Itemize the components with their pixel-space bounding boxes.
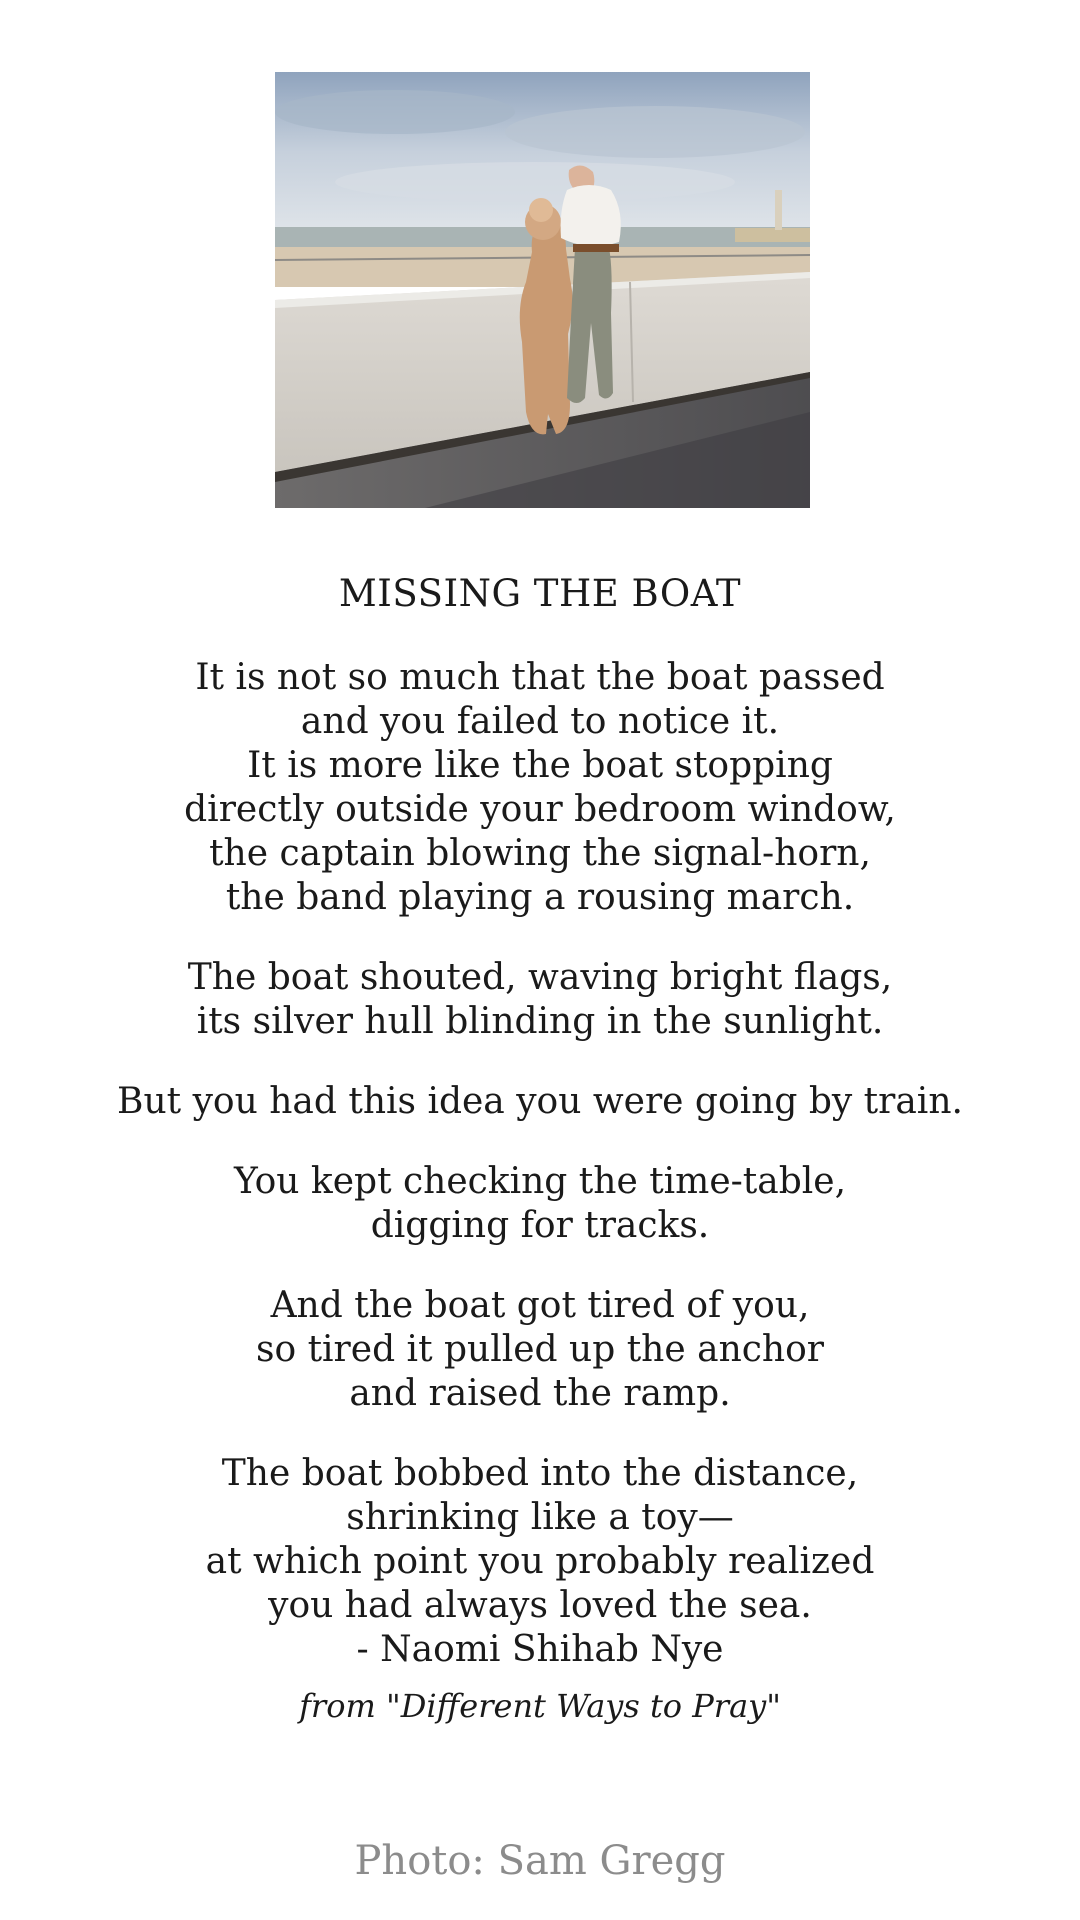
poem-line: at which point you probably realized — [205, 1541, 875, 1582]
stanza-3 — [0, 1080, 1080, 1124]
poem-line: you had always loved the sea. — [268, 1585, 812, 1626]
poem-line: and raised the ramp. — [349, 1373, 731, 1414]
poem-line: The boat bobbed into the distance, — [221, 1453, 859, 1494]
stanza-6 — [0, 1452, 1080, 1728]
photo-credit: Photo: Sam Gregg — [354, 1838, 726, 1884]
poem-line: its silver hull blinding in the sunlight. — [196, 1001, 884, 1042]
stanza-1 — [0, 656, 1080, 920]
poem-line: And the boat got tired of you, — [270, 1285, 810, 1326]
stanza-5 — [0, 1284, 1080, 1416]
poem — [0, 568, 1080, 1728]
poem-line: digging for tracks. — [370, 1205, 710, 1246]
seaside-photo — [275, 72, 810, 508]
poem-line: shrinking like a toy— — [346, 1497, 734, 1538]
poem-title: MISSING THE BOAT — [338, 572, 742, 615]
stanza-4 — [0, 1160, 1080, 1248]
poem-line: directly outside your bedroom window, — [184, 789, 896, 830]
poem-line: It is more like the boat stopping — [247, 745, 833, 786]
poem-line: You kept checking the time-table, — [233, 1161, 847, 1202]
poem-line: the band playing a rousing march. — [225, 877, 855, 918]
poem-line: But you had this idea you were going by train. — [117, 1081, 963, 1122]
poem-line: the captain blowing the signal-horn, — [209, 833, 871, 874]
poem-source: from "Different Ways to Pray" — [299, 1687, 781, 1725]
poem-line: and you failed to notice it. — [300, 701, 780, 742]
poem-line: so tired it pulled up the anchor — [255, 1329, 824, 1370]
stanza-2 — [0, 956, 1080, 1044]
poem-line: It is not so much that the boat passed — [195, 657, 885, 698]
poem-author: - Naomi Shihab Nye — [356, 1629, 724, 1670]
poem-line: The boat shouted, waving bright flags, — [187, 957, 893, 998]
